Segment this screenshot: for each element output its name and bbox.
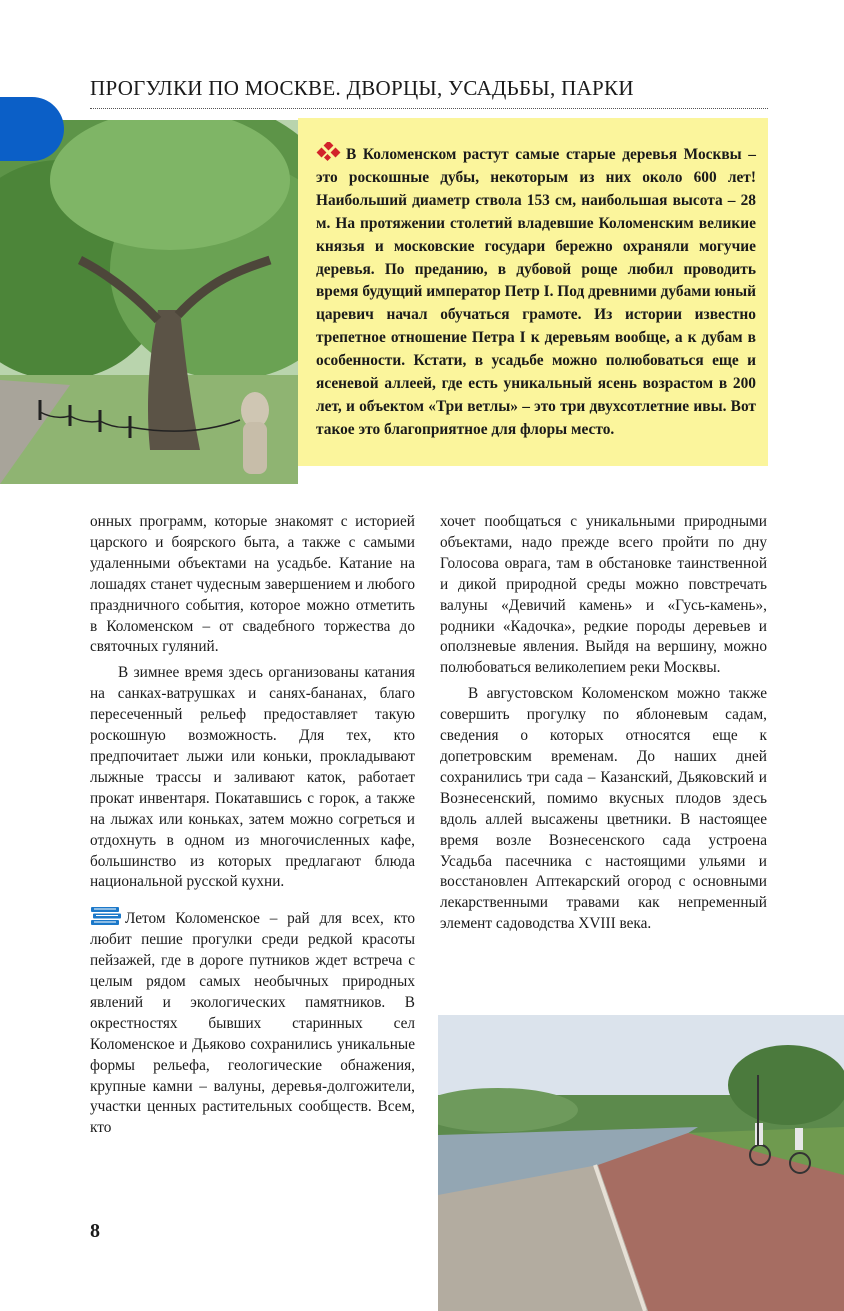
left-paragraph-1: онных программ, которые знакомят с историей царского и боярского быта, а также с самыми удаленными объектами на усадьбе. Катание на лошадях станет чудесным завершением и любого праздничного события, которое можно отметить в Коломенском – от свадебного торжества до святочных гуляний. [90, 513, 415, 656]
book-stack-icon [90, 906, 122, 926]
left-paragraph-3 [90, 906, 415, 1139]
left-column [90, 512, 415, 1139]
header-divider [90, 108, 768, 109]
right-column [440, 512, 767, 935]
left-paragraph-2: В зимнее время здесь организованы катания на санках-ватрушках и санях-бананах, благо пересеченный рельеф предоставляет такую роскошную возможность. Для тех, кто предпочитает лыжи или коньки, прокладывают лыжные трассы и заливают каток, работает прокат инвентаря. Покатавшись с горок, а также на лыжах или коньках, затем можно согреться и отдохнуть в одном из многочисленных кафе, большинство из которых предлагают блюда национальной русской кухни. [90, 664, 415, 891]
oak-tree-photo [0, 120, 298, 484]
fact-box-text [316, 142, 756, 442]
fact-box [298, 118, 768, 466]
right-paragraph-1: хочет пообщаться с уникальными природными объектами, надо прежде всего пройти по дну Голосова оврага, там в обстановке таинственной и дикой природной среды можно повстречать валуны «Девичий камень» и «Гусь-камень», родники «Кадочка», редкие породы деревьев и оползневые явления. Выйдя на вершину, можно полюбоваться великолепием реки Москвы. [440, 513, 767, 677]
right-paragraph-2: В августовском Коломенском можно также совершить прогулку по яблоневым садам, сведения о которых относятся еще к допетровским временам. До наших дней сохранились три сада – Казанский, Дьяковский и Вознесенский, помимо вкусных плодов здесь вдоль аллей высажены цветники. В настоящее время возле Вознесенского сада устроена Усадьба пасечника с настоящими ульями и восстановлен Аптекарский огород с основными лекарственными травами как непременный элемент садоводства XVIII века. [440, 685, 767, 933]
riverside-path-photo [438, 1015, 844, 1311]
page-number: 8 [90, 1220, 100, 1242]
chapter-tab-marker [0, 97, 64, 161]
diamond-ornament-icon [316, 142, 342, 162]
left-paragraph-3-text: Летом Коломенское – рай для всех, кто любит пешие прогулки среди редкой красоты пейзажей, где в дороге путников ждет встреча с целым рядом самых необычных природных явлений и экологических памятников. В окрестностях бывших старинных сел Коломенское и Дьяково сохранились уникальные формы рельефа, геологические обнажения, крупные камни – валуны, деревья-долгожители, участки ценных растительных сообществ. Всем, кто [90, 910, 415, 1137]
running-header: ПРОГУЛКИ ПО МОСКВЕ. ДВОРЦЫ, УСАДЬБЫ, ПАРКИ [90, 76, 634, 100]
fact-box-body: В Коломенском растут самые старые деревья Москвы – это роскошные дубы, некоторым из них около 600 лет! Наибольший диаметр ствола 153 см, наибольшая высота – 28 м. На протяжении столетий владевшие Коломенским великие князья и московские государи бережно охраняли могучие деревья. По преданию, в дубовой роще любил проводить время будущий император Петр I. Под древними дубами юный царевич начал обучаться грамоте. Из истории известно трепетное отношение Петра I к деревьям вообще, а к дубам в особенности. Кстати, в усадьбе можно полюбоваться еще и ясеневой аллеей, где есть уникальный ясень возрастом в 200 лет, и объектом «Три ветлы» – это три двухсотлетние ивы. Вот такое это благоприятное для флоры место. [316, 146, 756, 438]
